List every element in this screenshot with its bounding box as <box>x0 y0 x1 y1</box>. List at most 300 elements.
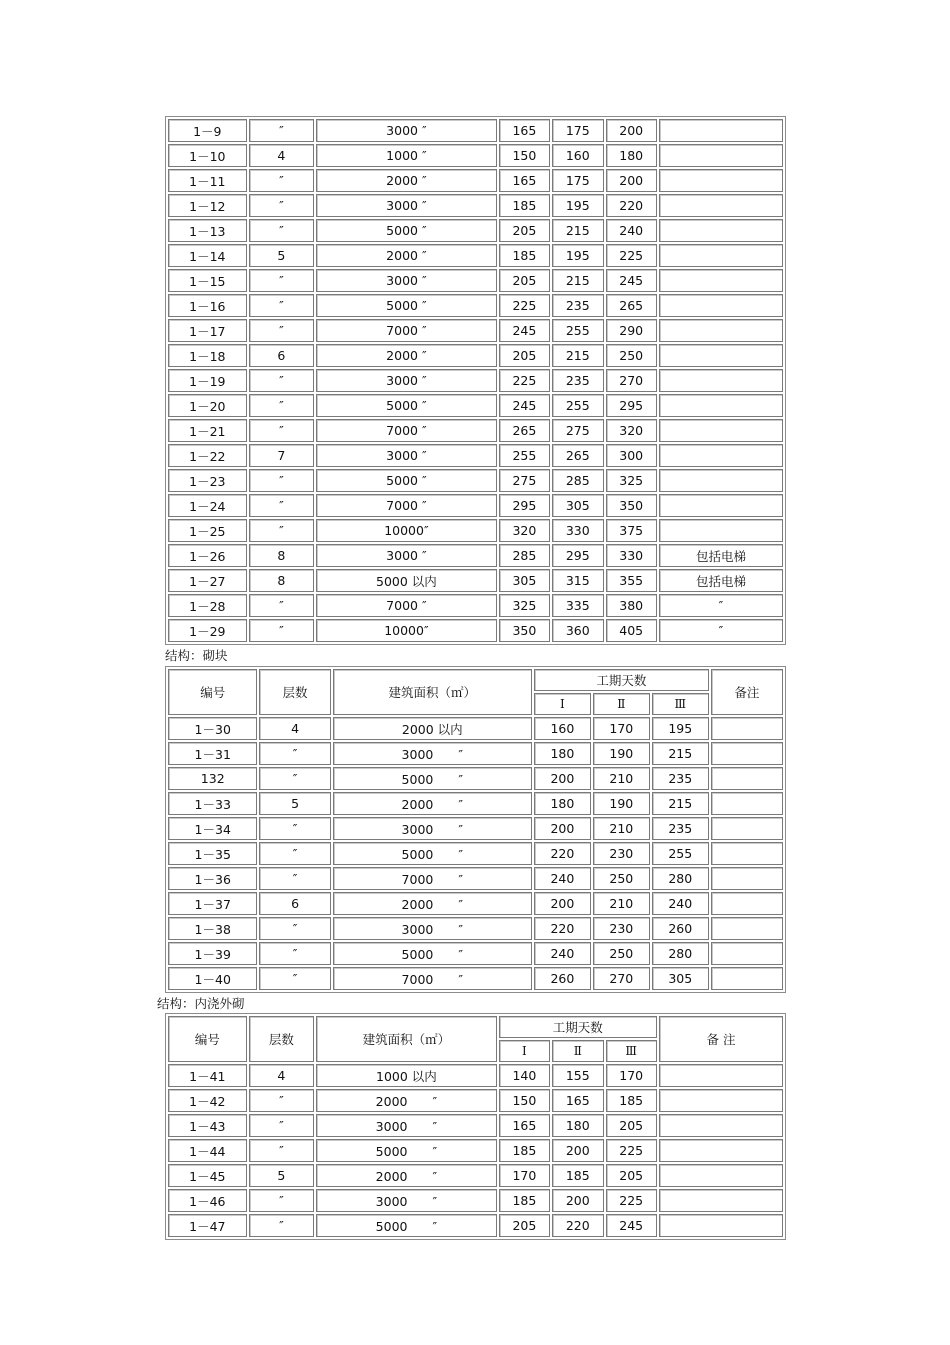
cell-grade-2: 265 <box>552 444 603 467</box>
table-row <box>168 194 783 217</box>
table-row <box>168 892 783 915</box>
cell-remark: ″ <box>659 594 783 617</box>
table-row <box>168 544 783 567</box>
cell-grade-3: 265 <box>606 294 657 317</box>
cell-id: 1－10 <box>168 144 247 167</box>
cell-grade-2: 250 <box>593 867 650 890</box>
cell-id: 1－37 <box>168 892 257 915</box>
cell-grade-1: 225 <box>499 369 550 392</box>
cell-grade-1: 295 <box>499 494 550 517</box>
duration-table-cast-in-place <box>165 1013 786 1240</box>
cell-grade-3: 270 <box>606 369 657 392</box>
header-remark: 备 注 <box>659 1016 783 1062</box>
cell-id: 1－17 <box>168 319 247 342</box>
table-body <box>168 1064 783 1237</box>
cell-grade-1: 180 <box>534 742 591 765</box>
cell-remark <box>659 194 783 217</box>
cell-grade-2: 275 <box>552 419 603 442</box>
cell-grade-1: 185 <box>499 1139 550 1162</box>
cell-remark <box>659 344 783 367</box>
cell-grade-3: 220 <box>606 194 657 217</box>
cell-floors: ″ <box>249 194 315 217</box>
header-period: 工期天数 <box>534 669 709 691</box>
cell-id: 1－38 <box>168 917 257 940</box>
cell-floors: ″ <box>249 519 315 542</box>
cell-area: 2000 ″ <box>316 169 496 192</box>
cell-grade-1: 200 <box>534 892 591 915</box>
cell-grade-2: 305 <box>552 494 603 517</box>
cell-grade-1: 265 <box>499 419 550 442</box>
table-row <box>168 469 783 492</box>
cell-floors: 8 <box>249 544 315 567</box>
cell-area: 7000 ″ <box>333 867 532 890</box>
cell-floors: ″ <box>249 1214 315 1237</box>
header-area: 建筑面积（㎡） <box>316 1016 496 1062</box>
cell-floors: ″ <box>249 294 315 317</box>
cell-area: 5000 ″ <box>333 942 532 965</box>
cell-area: 5000 ″ <box>333 842 532 865</box>
cell-grade-3: 225 <box>606 1189 657 1212</box>
cell-area: 2000 ″ <box>333 792 532 815</box>
header-remark: 备注 <box>711 669 783 715</box>
cell-grade-2: 170 <box>593 717 650 740</box>
cell-area: 7000 ″ <box>316 419 496 442</box>
cell-remark <box>659 394 783 417</box>
cell-floors: ″ <box>249 219 315 242</box>
cell-remark: 包括电梯 <box>659 544 783 567</box>
cell-grade-2: 295 <box>552 544 603 567</box>
cell-area: 7000 ″ <box>333 967 532 990</box>
cell-grade-3: 235 <box>652 817 709 840</box>
cell-area: 3000 ″ <box>316 1189 496 1212</box>
cell-grade-2: 230 <box>593 917 650 940</box>
cell-id: 1－30 <box>168 717 257 740</box>
cell-id: 1－11 <box>168 169 247 192</box>
cell-grade-3: 350 <box>606 494 657 517</box>
cell-area: 2000 ″ <box>316 1089 496 1112</box>
cell-grade-1: 140 <box>499 1064 550 1087</box>
cell-grade-3: 170 <box>606 1064 657 1087</box>
cell-grade-1: 150 <box>499 144 550 167</box>
cell-grade-3: 180 <box>606 144 657 167</box>
cell-grade-3: 330 <box>606 544 657 567</box>
table-row <box>168 319 783 342</box>
cell-remark: ″ <box>659 619 783 642</box>
cell-grade-2: 210 <box>593 817 650 840</box>
cell-grade-1: 205 <box>499 219 550 242</box>
cell-remark <box>659 444 783 467</box>
cell-grade-3: 380 <box>606 594 657 617</box>
cell-remark <box>659 319 783 342</box>
cell-floors: ″ <box>249 169 315 192</box>
header-grade-2: Ⅱ <box>552 1040 603 1062</box>
cell-grade-2: 230 <box>593 842 650 865</box>
table-row <box>168 519 783 542</box>
cell-grade-2: 285 <box>552 469 603 492</box>
cell-remark <box>711 892 783 915</box>
cell-area: 2000 ″ <box>316 1164 496 1187</box>
cell-id: 1－35 <box>168 842 257 865</box>
table-row <box>168 369 783 392</box>
cell-area: 7000 ″ <box>316 594 496 617</box>
cell-grade-1: 240 <box>534 867 591 890</box>
cell-remark <box>711 917 783 940</box>
table-row <box>168 269 783 292</box>
header-period: 工期天数 <box>499 1016 657 1038</box>
cell-grade-3: 280 <box>652 942 709 965</box>
header-grade-3: Ⅲ <box>652 693 709 715</box>
cell-grade-3: 205 <box>606 1164 657 1187</box>
cell-grade-1: 200 <box>534 767 591 790</box>
cell-grade-3: 185 <box>606 1089 657 1112</box>
cell-grade-3: 205 <box>606 1114 657 1137</box>
cell-floors: ″ <box>249 469 315 492</box>
cell-grade-1: 150 <box>499 1089 550 1112</box>
table-row <box>168 942 783 965</box>
cell-id: 1－44 <box>168 1139 247 1162</box>
cell-area: 5000 ″ <box>316 1139 496 1162</box>
cell-grade-1: 170 <box>499 1164 550 1187</box>
cell-grade-3: 225 <box>606 1139 657 1162</box>
cell-grade-2: 360 <box>552 619 603 642</box>
cell-remark <box>711 717 783 740</box>
header-id: 编号 <box>168 1016 247 1062</box>
table-row <box>168 494 783 517</box>
cell-grade-3: 215 <box>652 792 709 815</box>
cell-grade-1: 180 <box>534 792 591 815</box>
cell-area: 3000 ″ <box>333 817 532 840</box>
table-row <box>168 767 783 790</box>
cell-grade-1: 205 <box>499 1214 550 1237</box>
cell-grade-2: 180 <box>552 1114 603 1137</box>
cell-grade-3: 245 <box>606 269 657 292</box>
cell-grade-3: 405 <box>606 619 657 642</box>
cell-id: 1－41 <box>168 1064 247 1087</box>
cell-id: 1－15 <box>168 269 247 292</box>
cell-remark <box>659 244 783 267</box>
cell-area: 2000 ″ <box>333 892 532 915</box>
cell-grade-1: 325 <box>499 594 550 617</box>
cell-grade-1: 165 <box>499 1114 550 1137</box>
cell-grade-1: 200 <box>534 817 591 840</box>
cell-grade-2: 330 <box>552 519 603 542</box>
cell-grade-1: 185 <box>499 194 550 217</box>
cell-floors: ″ <box>249 319 315 342</box>
cell-remark <box>659 1114 783 1137</box>
cell-grade-1: 245 <box>499 319 550 342</box>
cell-area: 3000 ″ <box>316 269 496 292</box>
cell-remark <box>659 419 783 442</box>
cell-grade-3: 295 <box>606 394 657 417</box>
cell-grade-3: 225 <box>606 244 657 267</box>
cell-area: 5000 ″ <box>316 394 496 417</box>
cell-id: 1－16 <box>168 294 247 317</box>
cell-grade-3: 245 <box>606 1214 657 1237</box>
cell-floors: ″ <box>259 767 330 790</box>
cell-floors: ″ <box>259 817 330 840</box>
table-row <box>168 917 783 940</box>
cell-id: 1－24 <box>168 494 247 517</box>
header-id: 编号 <box>168 669 257 715</box>
cell-grade-1: 350 <box>499 619 550 642</box>
structure-caption-block: 结构：砌块 <box>165 648 228 663</box>
cell-area: 5000 ″ <box>316 294 496 317</box>
cell-area: 5000 以内 <box>316 569 496 592</box>
cell-remark <box>711 767 783 790</box>
cell-grade-2: 190 <box>593 742 650 765</box>
cell-grade-1: 205 <box>499 269 550 292</box>
cell-remark <box>711 967 783 990</box>
header-grade-1: Ⅰ <box>499 1040 550 1062</box>
cell-id: 1－20 <box>168 394 247 417</box>
cell-remark <box>659 369 783 392</box>
cell-remark <box>659 219 783 242</box>
cell-floors: 6 <box>249 344 315 367</box>
cell-grade-2: 200 <box>552 1189 603 1212</box>
header-area: 建筑面积（㎡） <box>333 669 532 715</box>
cell-grade-2: 235 <box>552 294 603 317</box>
cell-grade-2: 210 <box>593 892 650 915</box>
table-row <box>168 1214 783 1237</box>
cell-grade-1: 185 <box>499 1189 550 1212</box>
cell-floors: ″ <box>259 867 330 890</box>
cell-id: 1－13 <box>168 219 247 242</box>
cell-area: 1000 ″ <box>316 144 496 167</box>
table-row <box>168 169 783 192</box>
cell-id: 132 <box>168 767 257 790</box>
cell-area: 3000 ″ <box>316 544 496 567</box>
cell-grade-1: 220 <box>534 842 591 865</box>
table-row <box>168 1139 783 1162</box>
cell-remark <box>659 519 783 542</box>
header-grade-3: Ⅲ <box>606 1040 657 1062</box>
cell-grade-3: 255 <box>652 842 709 865</box>
cell-id: 1－18 <box>168 344 247 367</box>
cell-floors: 5 <box>259 792 330 815</box>
cell-remark <box>659 1214 783 1237</box>
cell-grade-2: 335 <box>552 594 603 617</box>
cell-floors: ″ <box>249 1089 315 1112</box>
cell-id: 1－29 <box>168 619 247 642</box>
cell-area: 3000 ″ <box>316 369 496 392</box>
cell-grade-2: 270 <box>593 967 650 990</box>
cell-area: 5000 ″ <box>333 767 532 790</box>
cell-area: 3000 ″ <box>316 194 496 217</box>
cell-grade-3: 280 <box>652 867 709 890</box>
cell-id: 1－33 <box>168 792 257 815</box>
cell-floors: ″ <box>249 1114 315 1137</box>
cell-id: 1－22 <box>168 444 247 467</box>
cell-area: 10000″ <box>316 519 496 542</box>
cell-grade-3: 290 <box>606 319 657 342</box>
cell-id: 1－42 <box>168 1089 247 1112</box>
cell-area: 5000 ″ <box>316 1214 496 1237</box>
cell-area: 7000 ″ <box>316 319 496 342</box>
table-row <box>168 967 783 990</box>
cell-grade-3: 250 <box>606 344 657 367</box>
table-row <box>168 444 783 467</box>
table-row <box>168 1114 783 1137</box>
cell-grade-3: 320 <box>606 419 657 442</box>
cell-remark <box>659 294 783 317</box>
cell-remark <box>659 469 783 492</box>
table-row <box>168 817 783 840</box>
cell-area: 3000 ″ <box>333 917 532 940</box>
cell-remark <box>659 1164 783 1187</box>
table-row <box>168 594 783 617</box>
cell-id: 1－25 <box>168 519 247 542</box>
cell-area: 5000 ″ <box>316 219 496 242</box>
cell-grade-1: 245 <box>499 394 550 417</box>
cell-remark <box>659 1189 783 1212</box>
cell-floors: 8 <box>249 569 315 592</box>
header-floors: 层数 <box>259 669 330 715</box>
cell-remark <box>711 817 783 840</box>
cell-grade-1: 240 <box>534 942 591 965</box>
cell-remark <box>659 169 783 192</box>
cell-remark <box>659 119 783 142</box>
table-body <box>168 717 783 990</box>
table-row <box>168 842 783 865</box>
cell-grade-2: 250 <box>593 942 650 965</box>
cell-floors: 7 <box>249 444 315 467</box>
cell-grade-3: 215 <box>652 742 709 765</box>
cell-grade-2: 175 <box>552 119 603 142</box>
cell-grade-2: 185 <box>552 1164 603 1187</box>
cell-grade-1: 225 <box>499 294 550 317</box>
cell-grade-3: 260 <box>652 917 709 940</box>
cell-grade-1: 285 <box>499 544 550 567</box>
cell-id: 1－40 <box>168 967 257 990</box>
cell-grade-1: 220 <box>534 917 591 940</box>
cell-remark <box>711 792 783 815</box>
cell-id: 1－19 <box>168 369 247 392</box>
table-row <box>168 1164 783 1187</box>
cell-remark <box>659 269 783 292</box>
structure-caption-cast-in-place: 结构：内浇外砌 <box>157 996 245 1011</box>
cell-grade-1: 275 <box>499 469 550 492</box>
table-row <box>168 569 783 592</box>
cell-grade-2: 160 <box>552 144 603 167</box>
cell-floors: ″ <box>249 1139 315 1162</box>
table-row <box>168 244 783 267</box>
cell-floors: ″ <box>259 842 330 865</box>
cell-floors: 5 <box>249 244 315 267</box>
cell-id: 1－46 <box>168 1189 247 1212</box>
cell-area: 3000 ″ <box>316 119 496 142</box>
cell-id: 1－27 <box>168 569 247 592</box>
cell-remark <box>711 867 783 890</box>
cell-id: 1－12 <box>168 194 247 217</box>
cell-grade-2: 215 <box>552 344 603 367</box>
cell-floors: ″ <box>249 119 315 142</box>
cell-remark <box>711 742 783 765</box>
table-row <box>168 219 783 242</box>
cell-id: 1－14 <box>168 244 247 267</box>
cell-grade-1: 205 <box>499 344 550 367</box>
header-grade-2: Ⅱ <box>593 693 650 715</box>
cell-grade-1: 160 <box>534 717 591 740</box>
cell-grade-3: 305 <box>652 967 709 990</box>
cell-id: 1－43 <box>168 1114 247 1137</box>
cell-id: 1－39 <box>168 942 257 965</box>
cell-remark <box>659 1089 783 1112</box>
cell-grade-3: 300 <box>606 444 657 467</box>
table-row <box>168 619 783 642</box>
cell-area: 2000 ″ <box>316 344 496 367</box>
cell-id: 1－36 <box>168 867 257 890</box>
table-row <box>168 867 783 890</box>
cell-id: 1－9 <box>168 119 247 142</box>
cell-area: 3000 ″ <box>316 1114 496 1137</box>
cell-grade-2: 195 <box>552 244 603 267</box>
cell-area: 3000 ″ <box>333 742 532 765</box>
table-row <box>168 144 783 167</box>
cell-floors: ″ <box>249 369 315 392</box>
cell-grade-1: 260 <box>534 967 591 990</box>
cell-remark <box>711 942 783 965</box>
table-row <box>168 344 783 367</box>
cell-grade-2: 215 <box>552 219 603 242</box>
cell-floors: ″ <box>249 494 315 517</box>
cell-grade-2: 165 <box>552 1089 603 1112</box>
cell-grade-3: 325 <box>606 469 657 492</box>
cell-id: 1－34 <box>168 817 257 840</box>
cell-floors: 4 <box>249 144 315 167</box>
cell-area: 2000 以内 <box>333 717 532 740</box>
table-row <box>168 419 783 442</box>
cell-grade-3: 200 <box>606 169 657 192</box>
cell-area: 10000″ <box>316 619 496 642</box>
cell-floors: 6 <box>259 892 330 915</box>
table-row <box>168 1064 783 1087</box>
table-row <box>168 1189 783 1212</box>
cell-grade-3: 235 <box>652 767 709 790</box>
duration-table-block <box>165 666 786 993</box>
cell-grade-1: 185 <box>499 244 550 267</box>
table-row <box>168 717 783 740</box>
cell-grade-3: 240 <box>652 892 709 915</box>
table-row <box>168 1089 783 1112</box>
cell-grade-1: 165 <box>499 169 550 192</box>
cell-grade-3: 195 <box>652 717 709 740</box>
cell-grade-2: 210 <box>593 767 650 790</box>
cell-grade-2: 235 <box>552 369 603 392</box>
cell-grade-2: 190 <box>593 792 650 815</box>
cell-grade-2: 255 <box>552 319 603 342</box>
cell-grade-1: 165 <box>499 119 550 142</box>
header-floors: 层数 <box>249 1016 315 1062</box>
cell-id: 1－45 <box>168 1164 247 1187</box>
cell-floors: ″ <box>249 394 315 417</box>
cell-grade-2: 255 <box>552 394 603 417</box>
cell-area: 7000 ″ <box>316 494 496 517</box>
table-row <box>168 394 783 417</box>
cell-id: 1－21 <box>168 419 247 442</box>
table-row <box>168 294 783 317</box>
cell-grade-2: 155 <box>552 1064 603 1087</box>
cell-floors: ″ <box>249 419 315 442</box>
table-row <box>168 119 783 142</box>
duration-table-continued <box>165 116 786 645</box>
cell-id: 1－31 <box>168 742 257 765</box>
cell-floors: ″ <box>249 619 315 642</box>
cell-grade-3: 355 <box>606 569 657 592</box>
cell-floors: ″ <box>259 942 330 965</box>
cell-grade-1: 305 <box>499 569 550 592</box>
cell-area: 3000 ″ <box>316 444 496 467</box>
cell-area: 1000 以内 <box>316 1064 496 1087</box>
